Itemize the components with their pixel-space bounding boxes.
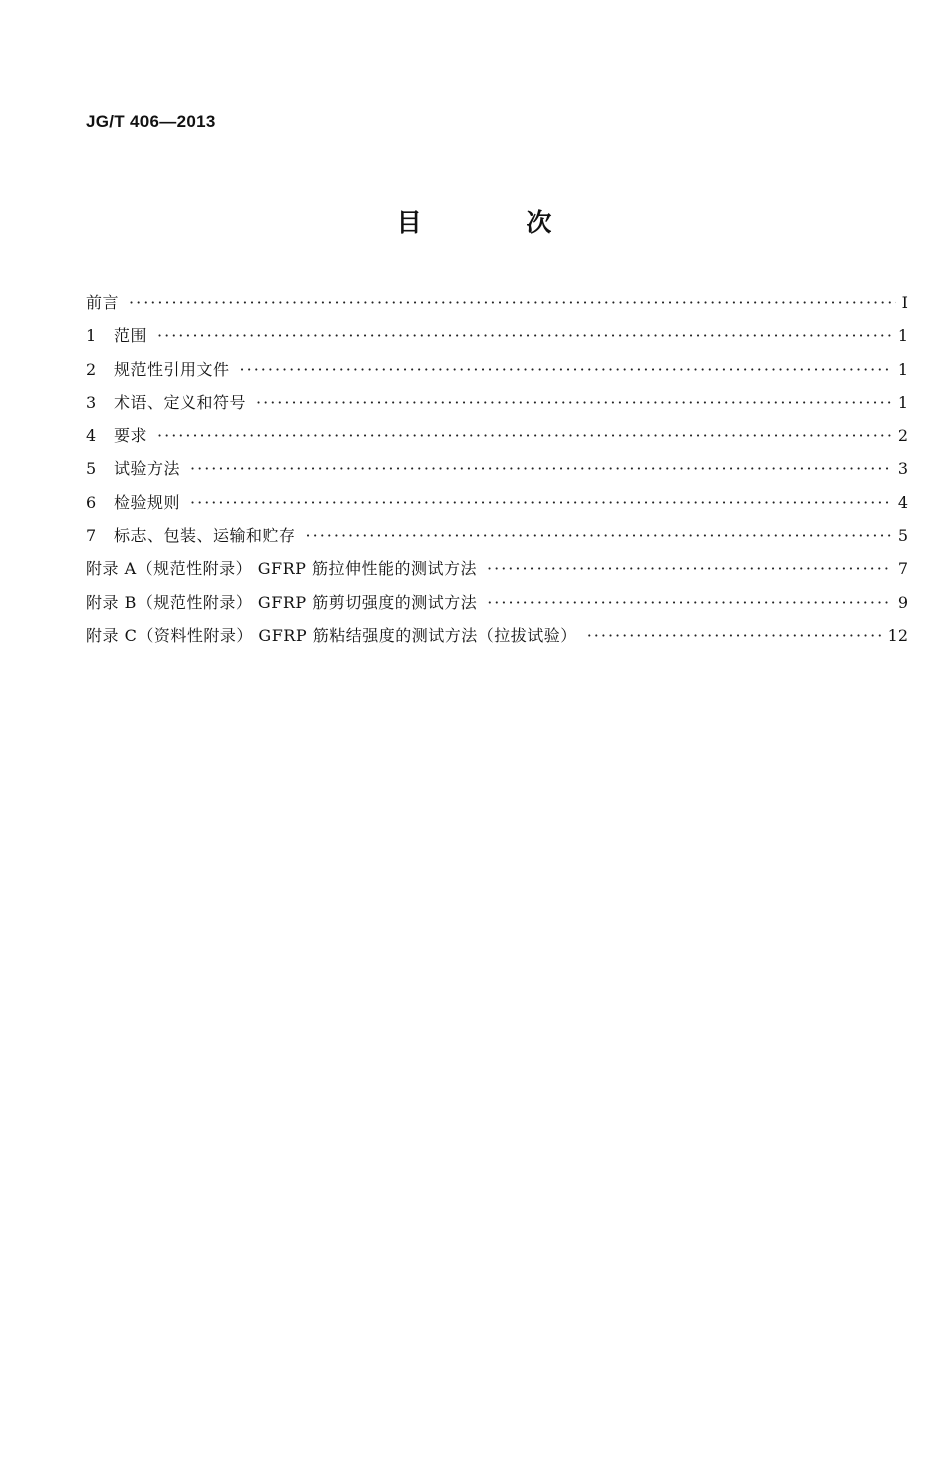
toc-title: 目 次 (396, 208, 600, 237)
toc-entry-label: 试验方法 (114, 459, 181, 479)
toc-dot-leader (129, 293, 896, 312)
toc-dot-leader (190, 493, 892, 512)
toc-entry-page: 1 (897, 392, 908, 412)
toc-entry-page: 9 (897, 592, 908, 612)
standard-code: JG/T 406—2013 (86, 112, 216, 131)
table-of-contents (86, 290, 908, 656)
toc-dot-leader (306, 526, 892, 545)
toc-entry-marking-packaging[interactable] (86, 523, 908, 556)
toc-entry-label: 前言 (86, 293, 120, 312)
toc-entry-label: 附录 A（规范性附录） GFRP 筋拉伸性能的测试方法 (86, 559, 478, 579)
toc-entry-inspection-rules[interactable] (86, 490, 908, 523)
toc-entry-label: 标志、包装、运输和贮存 (114, 526, 296, 546)
toc-entry-label: 术语、定义和符号 (114, 392, 247, 412)
toc-dot-leader (157, 426, 892, 445)
toc-entry-page: I (901, 293, 908, 312)
toc-entry-number: 6 (86, 492, 97, 512)
toc-entry-page: 1 (897, 326, 908, 346)
toc-entry-number: 3 (86, 392, 97, 412)
toc-entry-label: 检验规则 (114, 492, 181, 512)
toc-dot-leader (256, 393, 892, 412)
toc-entry-page: 7 (897, 559, 908, 579)
toc-entry-normative-references[interactable] (86, 357, 908, 390)
toc-entry-annex-b[interactable] (86, 590, 908, 623)
toc-entry-page: 5 (897, 526, 908, 546)
toc-entry-label: 要求 (114, 426, 148, 446)
toc-entry-page: 4 (897, 492, 908, 512)
toc-entry-page: 3 (897, 459, 908, 479)
toc-dot-leader (157, 326, 892, 345)
toc-dot-leader (190, 459, 892, 478)
toc-entry-requirements[interactable] (86, 423, 908, 456)
toc-entry-label: 附录 C（资料性附录） GFRP 筋粘结强度的测试方法（拉拔试验） (86, 625, 577, 645)
toc-entry-page: 12 (887, 625, 908, 645)
toc-entry-scope[interactable] (86, 323, 908, 356)
toc-entry-page: 1 (897, 359, 908, 379)
toc-entry-page: 2 (897, 426, 908, 446)
toc-entry-number: 5 (86, 459, 97, 479)
toc-entry-foreword[interactable] (86, 290, 908, 323)
toc-entry-label: 附录 B（规范性附录） GFRP 筋剪切强度的测试方法 (86, 592, 478, 612)
toc-dot-leader (487, 559, 892, 578)
toc-entry-annex-c[interactable] (86, 623, 908, 656)
toc-entry-number: 7 (86, 526, 97, 546)
toc-dot-leader (587, 626, 882, 645)
toc-entry-number: 1 (86, 326, 97, 346)
toc-entry-annex-a[interactable] (86, 556, 908, 589)
toc-entry-terms-definitions[interactable] (86, 390, 908, 423)
toc-dot-leader (487, 593, 892, 612)
toc-entry-number: 2 (86, 359, 97, 379)
toc-entry-label: 范围 (114, 326, 148, 346)
toc-entry-label: 规范性引用文件 (114, 359, 230, 379)
toc-dot-leader (240, 360, 892, 379)
toc-entry-number: 4 (86, 426, 97, 446)
toc-entry-test-methods[interactable] (86, 456, 908, 489)
